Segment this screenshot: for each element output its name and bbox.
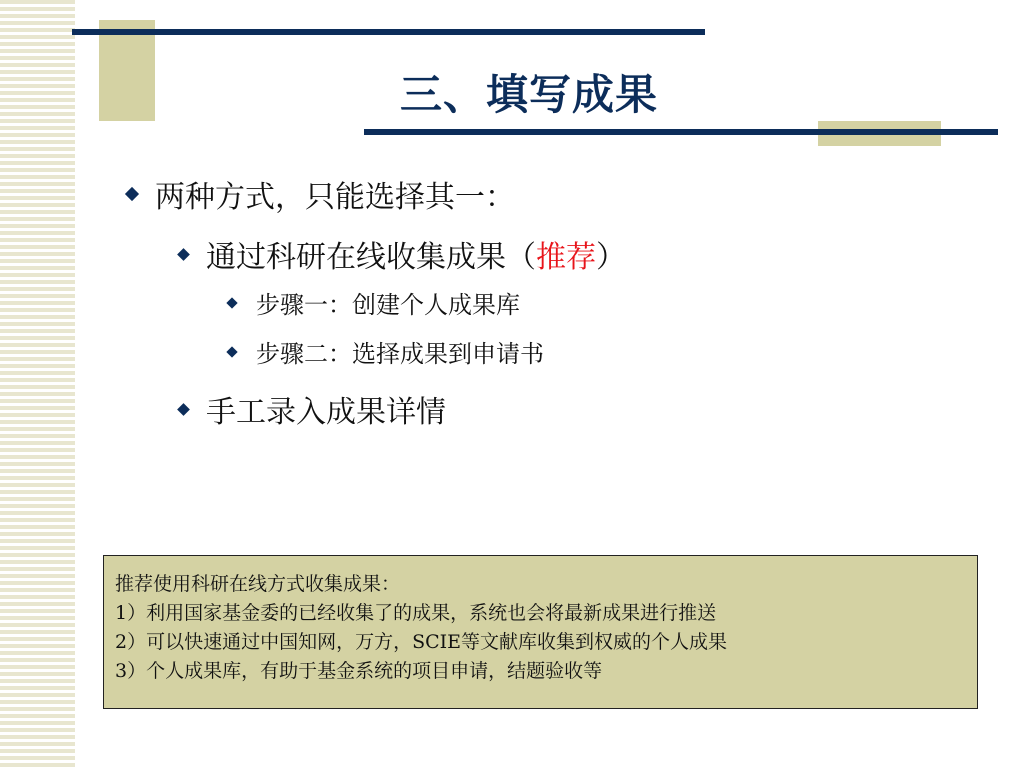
- diamond-bullet-icon: [177, 248, 190, 261]
- bullet-online-collection: [179, 232, 626, 276]
- bullet-text-prefix: 通过科研在线收集成果（: [206, 240, 536, 275]
- note-heading: 推荐使用科研在线方式收集成果：: [115, 573, 401, 595]
- bullet-text: 两种方式，只能选择其一：: [155, 180, 515, 215]
- slide-title: 三、填写成果: [400, 70, 659, 119]
- bullet-text: 步骤二：选择成果到申请书: [256, 340, 544, 368]
- striped-margin-decoration: [0, 0, 75, 768]
- bullet-manual-entry: [179, 387, 446, 431]
- title-rule-bottom: [364, 129, 998, 135]
- note-line: 2）可以快速通过中国知网，万方，SCIE等文献库收集到权威的个人成果: [115, 631, 728, 653]
- recommended-highlight: 推荐: [536, 240, 596, 275]
- diamond-bullet-icon: [226, 297, 237, 308]
- bullet-text: 步骤一：创建个人成果库: [256, 291, 520, 319]
- accent-block-top: [99, 20, 155, 121]
- bullet-text: 手工录入成果详情: [206, 395, 446, 430]
- bullet-step-two: [228, 334, 544, 369]
- note-line: 1）利用国家基金委的已经收集了的成果，系统也会将最新成果进行推送: [115, 602, 717, 624]
- diamond-bullet-icon: [226, 346, 237, 357]
- bullet-text-suffix: ）: [596, 240, 626, 275]
- title-rule-top: [72, 29, 705, 35]
- bullet-step-one: [228, 285, 520, 320]
- bullet-two-methods: [127, 172, 515, 216]
- recommendation-note-box: [103, 555, 978, 709]
- diamond-bullet-icon: [125, 187, 139, 201]
- diamond-bullet-icon: [177, 403, 190, 416]
- note-line: 3）个人成果库，有助于基金系统的项目申请，结题验收等: [115, 660, 603, 682]
